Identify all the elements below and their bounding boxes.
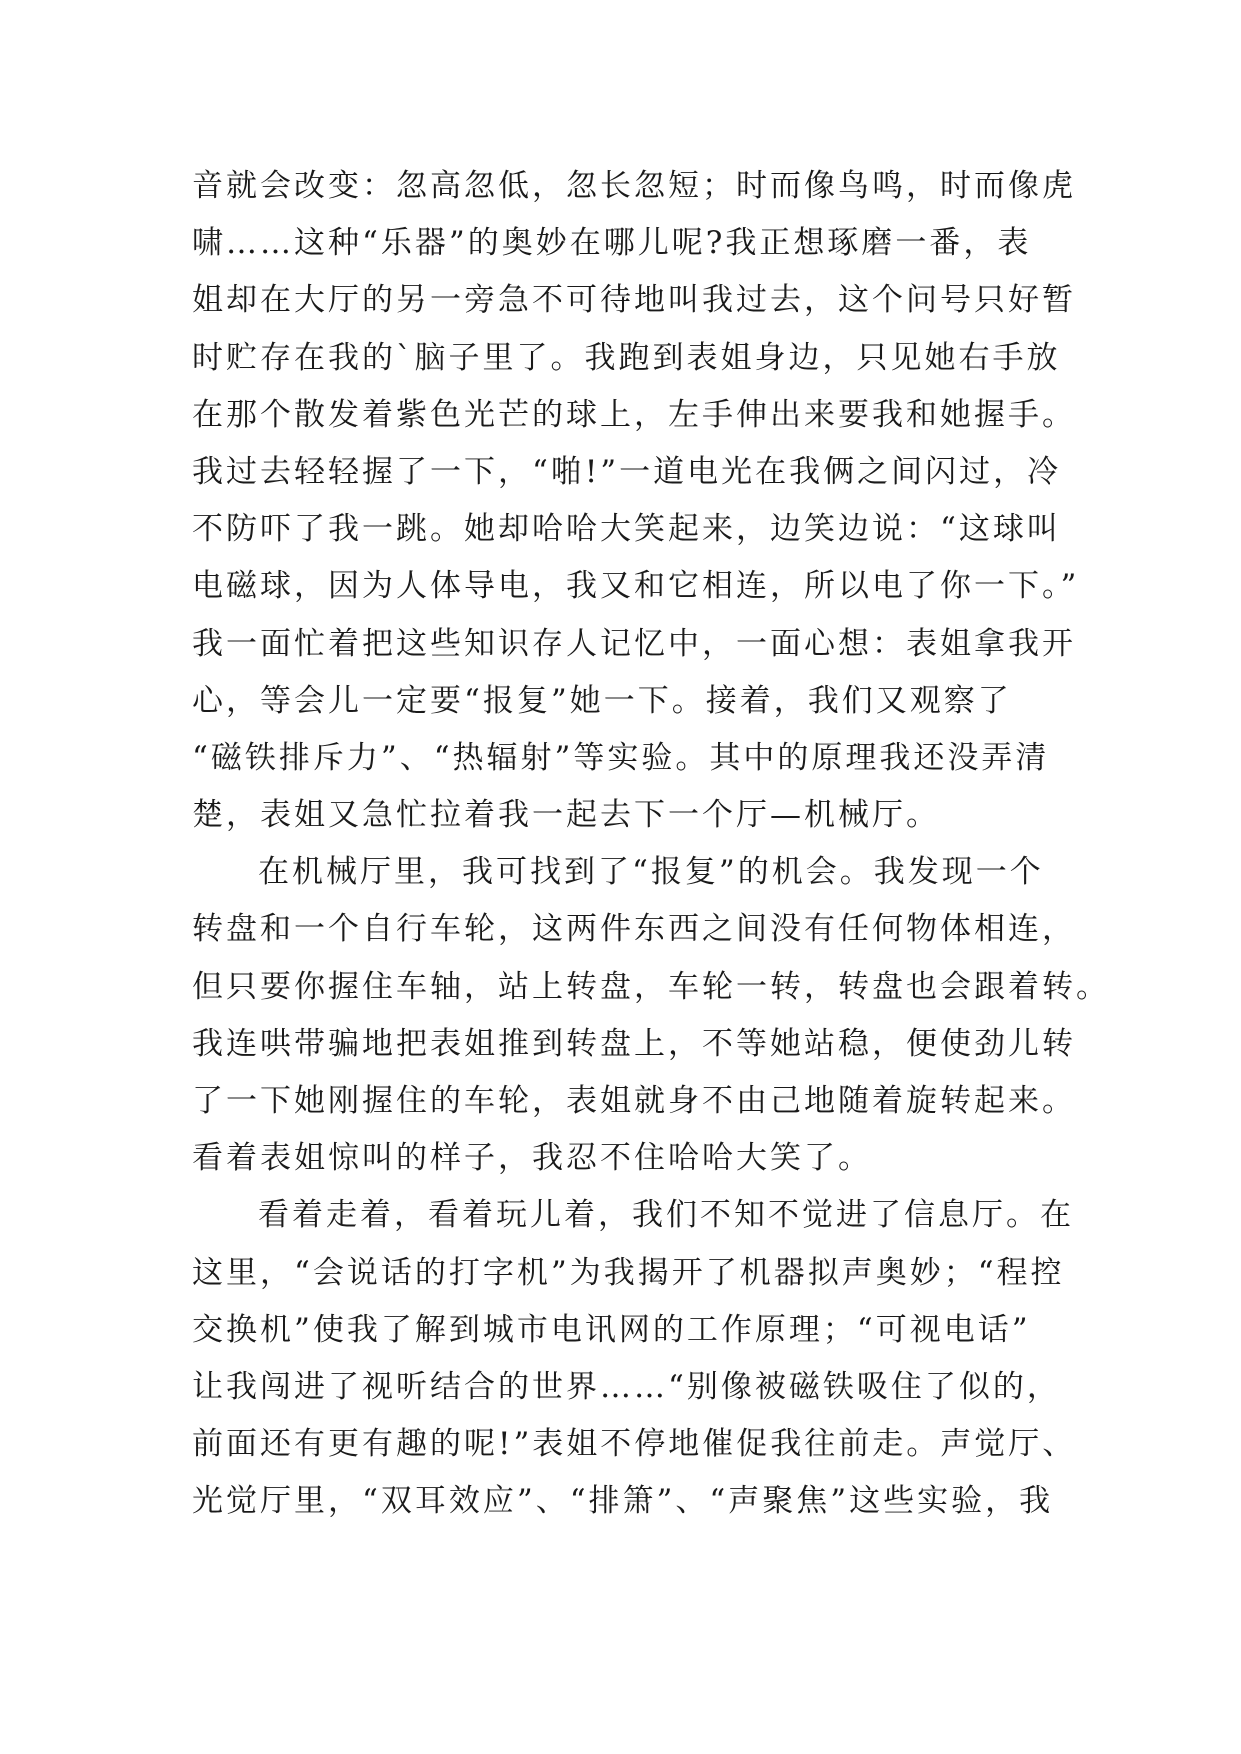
text-line: 交换机”使我了解到城市电讯网的工作原理；“可视电话”: [192, 1311, 1031, 1348]
text-line: 这里，“会说话的打字机”为我揭开了机器拟声奥妙；“程控: [192, 1254, 1065, 1291]
text-line: 心，等会儿一定要“报复”她一下。接着，我们又观察了: [192, 682, 1012, 719]
text-line: 我过去轻轻握了一下，“啪!”一道电光在我俩之间闪过，冷: [192, 453, 1062, 490]
text-line: 时贮存在我的`脑子里了。我跑到表姐身边，只见她右手放: [192, 339, 1061, 376]
text-line: 啸……这种“乐器”的奥妙在哪儿呢?我正想琢磨一番，表: [192, 225, 1032, 262]
text-line: 看着表姐惊叫的样子，我忍不住哈哈大笑了。: [192, 1140, 872, 1177]
text-line: 姐却在大厅的另一旁急不可待地叫我过去，这个问号只好暂: [192, 282, 1076, 319]
text-line: 但只要你握住车轴，站上转盘，车轮一转，转盘也会跟着转。: [192, 968, 1110, 1005]
text-line: 音就会改变：忽高忽低，忽长忽短；时而像鸟鸣，时而像虎: [192, 168, 1076, 204]
text-line: 前面还有更有趣的呢!”表姐不停地催促我往前走。声觉厅、: [192, 1426, 1077, 1463]
text-line: 在机械厅里，我可找到了“报复”的机会。我发现一个: [258, 854, 1044, 891]
text-line: 我连哄带骗地把表姐推到转盘上，不等她站稳，便使劲儿转: [192, 1025, 1076, 1062]
text-line: 不防吓了我一跳。她却哈哈大笑起来，边笑边说：“这球叫: [192, 511, 1061, 548]
text-line: 光觉厅里，“双耳效应”、“排箫”、“声聚焦”这些实验，我: [192, 1483, 1054, 1520]
text-line: 楚，表姐又急忙拉着我一起去下一个厅—机械厅。: [192, 797, 940, 834]
text-line: 电磁球，因为人体导电，我又和它相连，所以电了你一下。”: [192, 568, 1080, 605]
text-line: 在那个散发着紫色光芒的球上，左手伸出来要我和她握手。: [192, 396, 1076, 433]
text-line: 让我闯进了视听结合的世界……“别像被磁铁吸住了似的，: [192, 1368, 1061, 1405]
text-line: “磁铁排斥力”、“热辐射”等实验。其中的原理我还没弄清: [192, 739, 1050, 776]
text-line: 转盘和一个自行车轮，这两件东西之间没有任何物体相连，: [192, 911, 1076, 948]
text-line: 看着走着，看着玩儿着，我们不知不觉进了信息厅。在: [258, 1197, 1074, 1234]
text-body: [192, 158, 1110, 1531]
text-line: 我一面忙着把这些知识存人记忆中，一面心想：表姐拿我开: [192, 625, 1076, 662]
text-line: 了一下她刚握住的车轮，表姐就身不由己地随着旋转起来。: [192, 1083, 1076, 1119]
